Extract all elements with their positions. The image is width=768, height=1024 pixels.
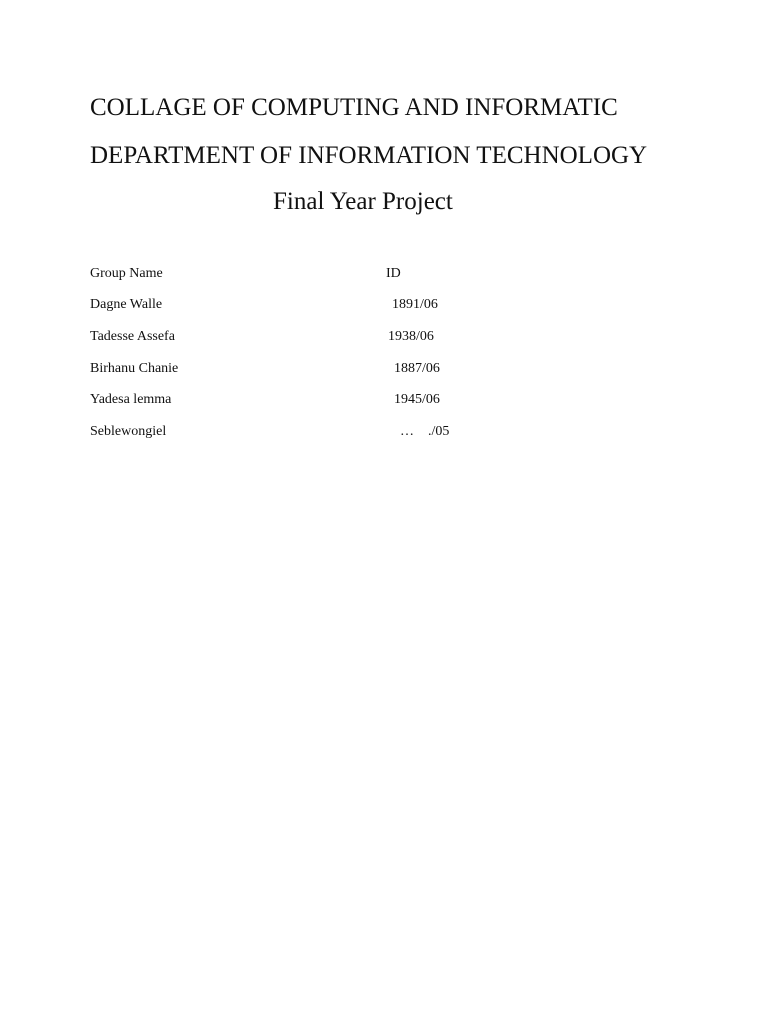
department-heading: DEPARTMENT OF INFORMATION TECHNOLOGY <box>90 142 648 169</box>
member-name: Tadesse Assefa <box>90 329 175 344</box>
member-id: 1938/06 <box>388 329 434 344</box>
table-row <box>90 328 510 346</box>
id-header: ID <box>386 266 401 281</box>
group-name-header: Group Name <box>90 266 163 281</box>
table-row <box>90 360 510 378</box>
member-id: … ./05 <box>400 424 450 439</box>
member-id: 1887/06 <box>394 361 440 376</box>
college-heading: COLLAGE OF COMPUTING AND INFORMATIC <box>90 94 618 121</box>
member-name: Dagne Walle <box>90 297 163 312</box>
member-name: Seblewongiel <box>90 424 167 439</box>
member-id: 1945/06 <box>394 392 440 407</box>
member-id: 1891/06 <box>392 297 438 312</box>
table-row <box>90 391 510 409</box>
table-row <box>90 423 510 441</box>
table-header-row <box>90 265 510 283</box>
project-title: Final Year Project <box>273 188 453 215</box>
table-row <box>90 296 510 314</box>
member-name: Birhanu Chanie <box>90 361 179 376</box>
member-name: Yadesa lemma <box>90 392 172 407</box>
